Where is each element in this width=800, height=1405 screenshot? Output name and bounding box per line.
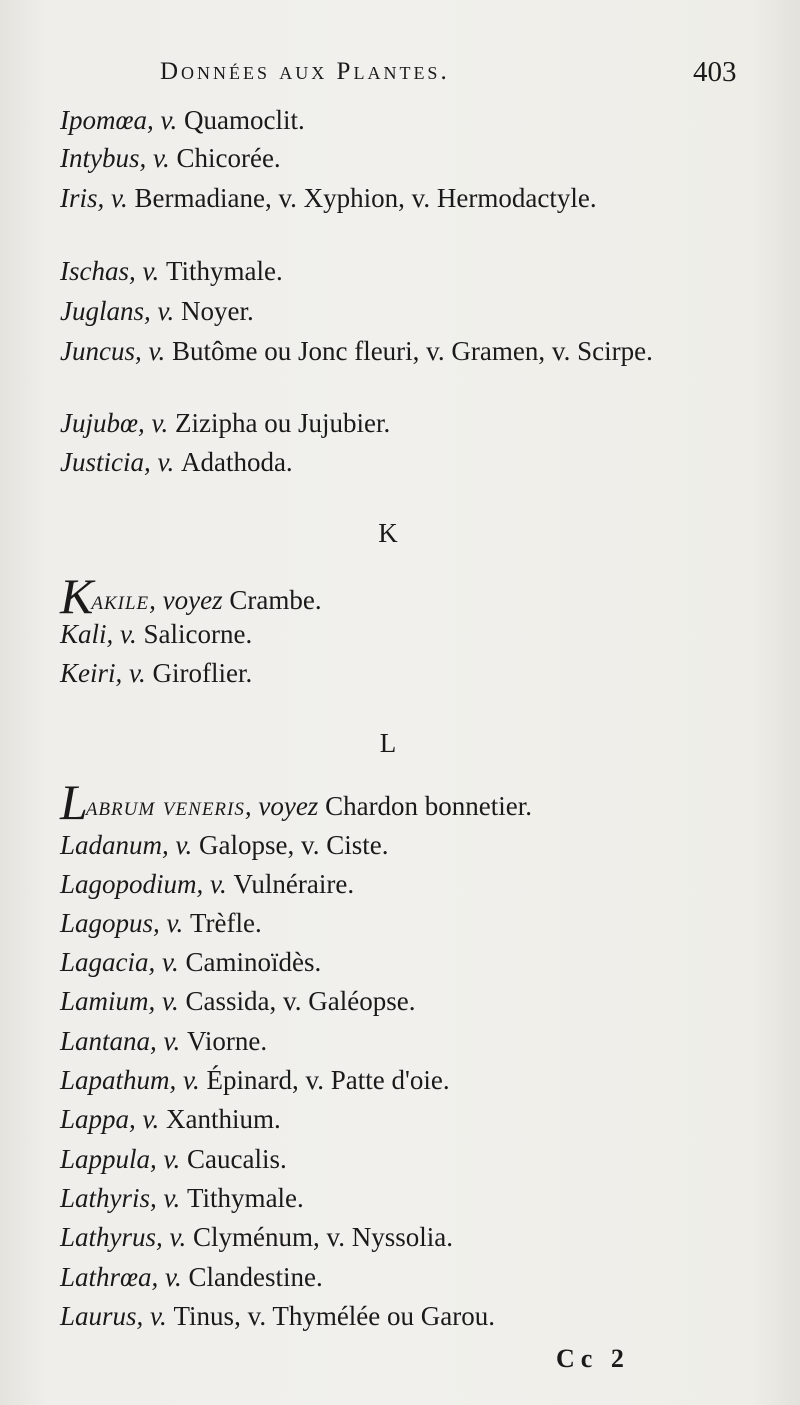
section-letter-l: L: [379, 728, 397, 758]
index-entry: Ipomœa, v. Quamoclit.: [60, 105, 305, 135]
index-entry: Lappa, v. Xanthium.: [60, 1104, 281, 1134]
index-entry: Intybus, v. Chicorée.: [60, 143, 281, 173]
index-entry: Lamium, v. Cassida, v. Galéopse.: [60, 986, 416, 1016]
index-entry: Lagopodium, v. Vulnéraire.: [60, 869, 355, 899]
index-entry: Lappula, v. Caucalis.: [60, 1144, 287, 1174]
index-entry: Juglans, v. Noyer.: [60, 296, 254, 326]
index-entry: Juncus, v. Butôme ou Jonc fleuri, v. Gramen, v. Scirpe.: [60, 336, 653, 366]
index-entry: Lantana, v. Viorne.: [60, 1026, 268, 1056]
index-entry: Ischas, v. Tithymale.: [60, 256, 283, 286]
signature-mark: Cc 2: [556, 1344, 630, 1373]
index-entry: Lathyrus, v. Clyménum, v. Nyssolia.: [60, 1222, 454, 1252]
index-entry: Lathrœa, v. Clandestine.: [60, 1262, 323, 1292]
index-entry: Jujubœ, v. Zizipha ou Jujubier.: [60, 408, 391, 438]
index-entry: Iris, v. Bermadiane, v. Xyphion, v. Hermodactyle.: [60, 183, 597, 213]
index-entry: Lagopus, v. Trèfle.: [60, 908, 262, 938]
section-lead-entry: Kakile, voyez Crambe.: [60, 568, 322, 624]
page-number: 403: [693, 56, 737, 88]
section-lead-entry: Labrum veneris, voyez Chardon bonnetier.: [60, 774, 533, 830]
section-letter-k: K: [378, 518, 398, 548]
page-header: [0, 56, 800, 96]
running-title: Données aux Plantes.: [160, 58, 450, 85]
index-entry: Ladanum, v. Galopse, v. Ciste.: [60, 830, 389, 860]
index-entry: Keiri, v. Giroflier.: [60, 658, 253, 688]
index-entry: Lapathum, v. Épinard, v. Patte d'oie.: [60, 1065, 450, 1095]
index-entry: Lathyris, v. Tithymale.: [60, 1183, 304, 1213]
index-entry: Kali, v. Salicorne.: [60, 619, 253, 649]
index-entry: Justicia, v. Adathoda.: [60, 447, 293, 477]
index-entry: Lagacia, v. Caminoïdès.: [60, 947, 322, 977]
index-entry: Laurus, v. Tinus, v. Thymélée ou Garou.: [60, 1301, 495, 1331]
